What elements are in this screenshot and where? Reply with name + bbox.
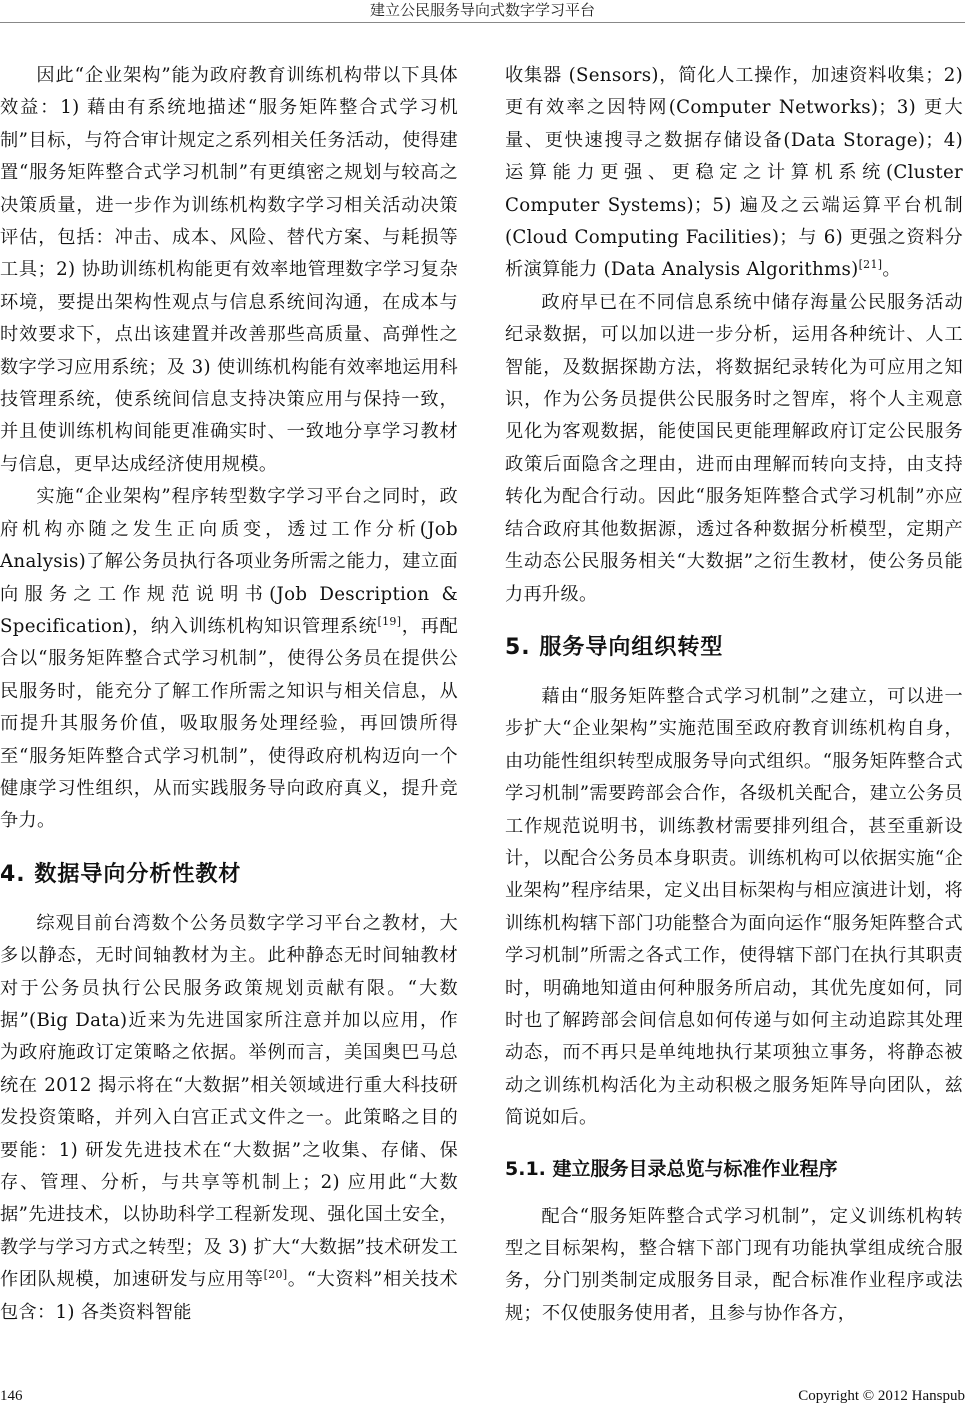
paragraph-text: 收集器 (Sensors)，简化人工操作，加速资料收集；2) 更有效率之因特网(Computer Networks)；3) 更大量、更快速搜寻之数据存储设备(Data Storage)；4) 运算能力更强、更稳定之计算机系统(Cluster Computer Systems)；5) 遍及之云端运算平台机制(Cloud Computing Facilities)；与 6) 更强之资料分析演算能力 (Data Analysis Algorithms) <box>505 65 963 281</box>
section-heading-5: 5. 服务导向组织转型 <box>505 634 724 660</box>
right-column <box>505 60 963 1330</box>
paragraph-text: 实施“企业架构”程序转型数字学习平台之同时，政府机构亦随之发生正向质变，透过工作分析(Job Analysis)了解公务员执行各项业务所需之能力，建立面向服务之工作规范说明书(Job Description & Specification)，纳入训练机构知识管理系统 <box>0 486 458 637</box>
left-column <box>0 60 458 1329</box>
page-footer <box>0 1388 965 1412</box>
citation-ref: [19] <box>377 614 402 628</box>
citation-ref: [21] <box>858 258 883 272</box>
header-title: 建立公民服务导向式数字学习平台 <box>369 1 595 19</box>
header-rule <box>0 22 965 23</box>
page-number: 146 <box>0 1388 23 1404</box>
paragraph-big-data-continued <box>505 60 963 287</box>
paragraph-text: 综观目前台湾数个公务员数字学习平台之教材，大多以静态，无时间轴教材为主。此种静态无时间轴教材对于公务员执行公民服务政策规划贡献有限。“大数据”(Big Data)近来为先进国家所注意并加以应用，作为政府施政订定策略之依据。举例而言，美国奥巴马总统在 2012 揭示将在“大数据”相关领域进行重大科技研发投资策略，并列入白宫正式文件之一。此策略之目的要能：1) 研发先进技术在“大数据”之收集、存储、保存、管理、分析，与共享等机制上；2) 应用此“大数据”先进技术，以协助科学工程新发现、强化国土安全，教学与学习方式之转型；及 3) 扩大“大数据”技术研发工作团队规模，加速研发与应用等 <box>0 912 458 1291</box>
paragraph-government-data: 政府早已在不同信息系统中储存海量公民服务活动纪录数据，可以加以进一步分析，运用各种统计、人工智能，及数据探勘方法，将数据纪录转化为可应用之知识，作为公务员提供公民服务时之智库，将个人主观意见化为客观数据，能使国民更能理解政府订定公民服务政策后面隐含之理由，进而由理解而转向支持，由支持转化为配合行动。因此“服务矩阵整合式学习机制”亦应结合政府其他数据源，透过各种数据分析模型，定期产生动态公民服务相关“大数据”之衍生教材，使公务员能力再升级。 <box>505 291 963 605</box>
copyright-notice: Copyright © 2012 Hanspub <box>798 1388 965 1404</box>
subsection-heading-5-1: 5.1. 建立服务目录总览与标准作业程序 <box>505 1157 838 1180</box>
paragraph-service-transformation: 藉由“服务矩阵整合式学习机制”之建立，可以进一步扩大“企业架构”实施范围至政府教育训练机构自身，由功能性组织转型成服务导向式组织。“服务矩阵整合式学习机制”需要跨部会合作，各级机关配合，建立公务员工作规范说明书，训练教材需要排列组合，甚至重新设计，以配合公务员本身职责。训练机构可以依据实施“企业架构”程序结果，定义出目标架构与相应演进计划，将训练机构辖下部门功能整合为面向运作“服务矩阵整合式学习机制”所需之各式工作，使得辖下部门在执行其职责时，明确地知道由何种服务所启动，其优先度如何，同时也了解跨部会间信息如何传递与如何主动追踪其处理动态，而不再只是单纯地执行某项独立事务，将静态被动之训练机构活化为主动积极之服务矩阵导向团队，兹简说如后。 <box>505 685 963 1129</box>
paragraph-service-catalog: 配合“服务矩阵整合式学习机制”，定义训练机构转型之目标架构，整合辖下部门现有功能执掌组成统合服务，分门别类制定成服务目录，配合标准作业程序或法规；不仅使服务使用者，且参与协作各方， <box>505 1205 963 1324</box>
section-heading-4: 4. 数据导向分析性教材 <box>0 861 242 887</box>
paragraph-text: 。 <box>882 259 901 281</box>
paragraph-big-data <box>0 908 458 1329</box>
paragraph-text: ，再配合以“服务矩阵整合式学习机制”，使得公务员在提供公民服务时，能充分了解工作所需之知识与相关信息，从而提升其服务价值，吸取服务处理经验，再回馈所得至“服务矩阵整合式学习机制”，使得政府机构迈向一个健康学习性组织，从而实践服务导向政府真义，提升竞争力。 <box>0 615 458 832</box>
citation-ref: [20] <box>263 1268 288 1282</box>
running-header <box>0 0 965 22</box>
paragraph-ea-transformation <box>0 481 458 837</box>
paragraph-text: 。“大资料”相关技术包含：1) 各类资料智能 <box>0 1269 458 1323</box>
paragraph-ea-benefits: 因此“企业架构”能为政府教育训练机构带以下具体效益：1) 藉由有系统地描述“服务矩阵整合式学习机制”目标，与符合审计规定之系列相关任务活动，使得建置“服务矩阵整合式学习机制”有更缜密之规划与较高之决策质量，进一步作为训练机构数字学习相关活动决策评估，包括：冲击、成本、风险、替代方案、与耗损等工具；2) 协助训练机构能更有效率地管理数字学习复杂环境，要提出架构性观点与信息系统间沟通，在成本与时效要求下，点出该建置并改善那些高质量、高弹性之数字学习应用系统；及 3) 使训练机构能有效率地运用科技管理系统，使系统间信息支持决策应用与保持一致，并且使训练机构间能更准确实时、一致地分享学习教材与信息，更早达成经济使用规模。 <box>0 65 458 475</box>
